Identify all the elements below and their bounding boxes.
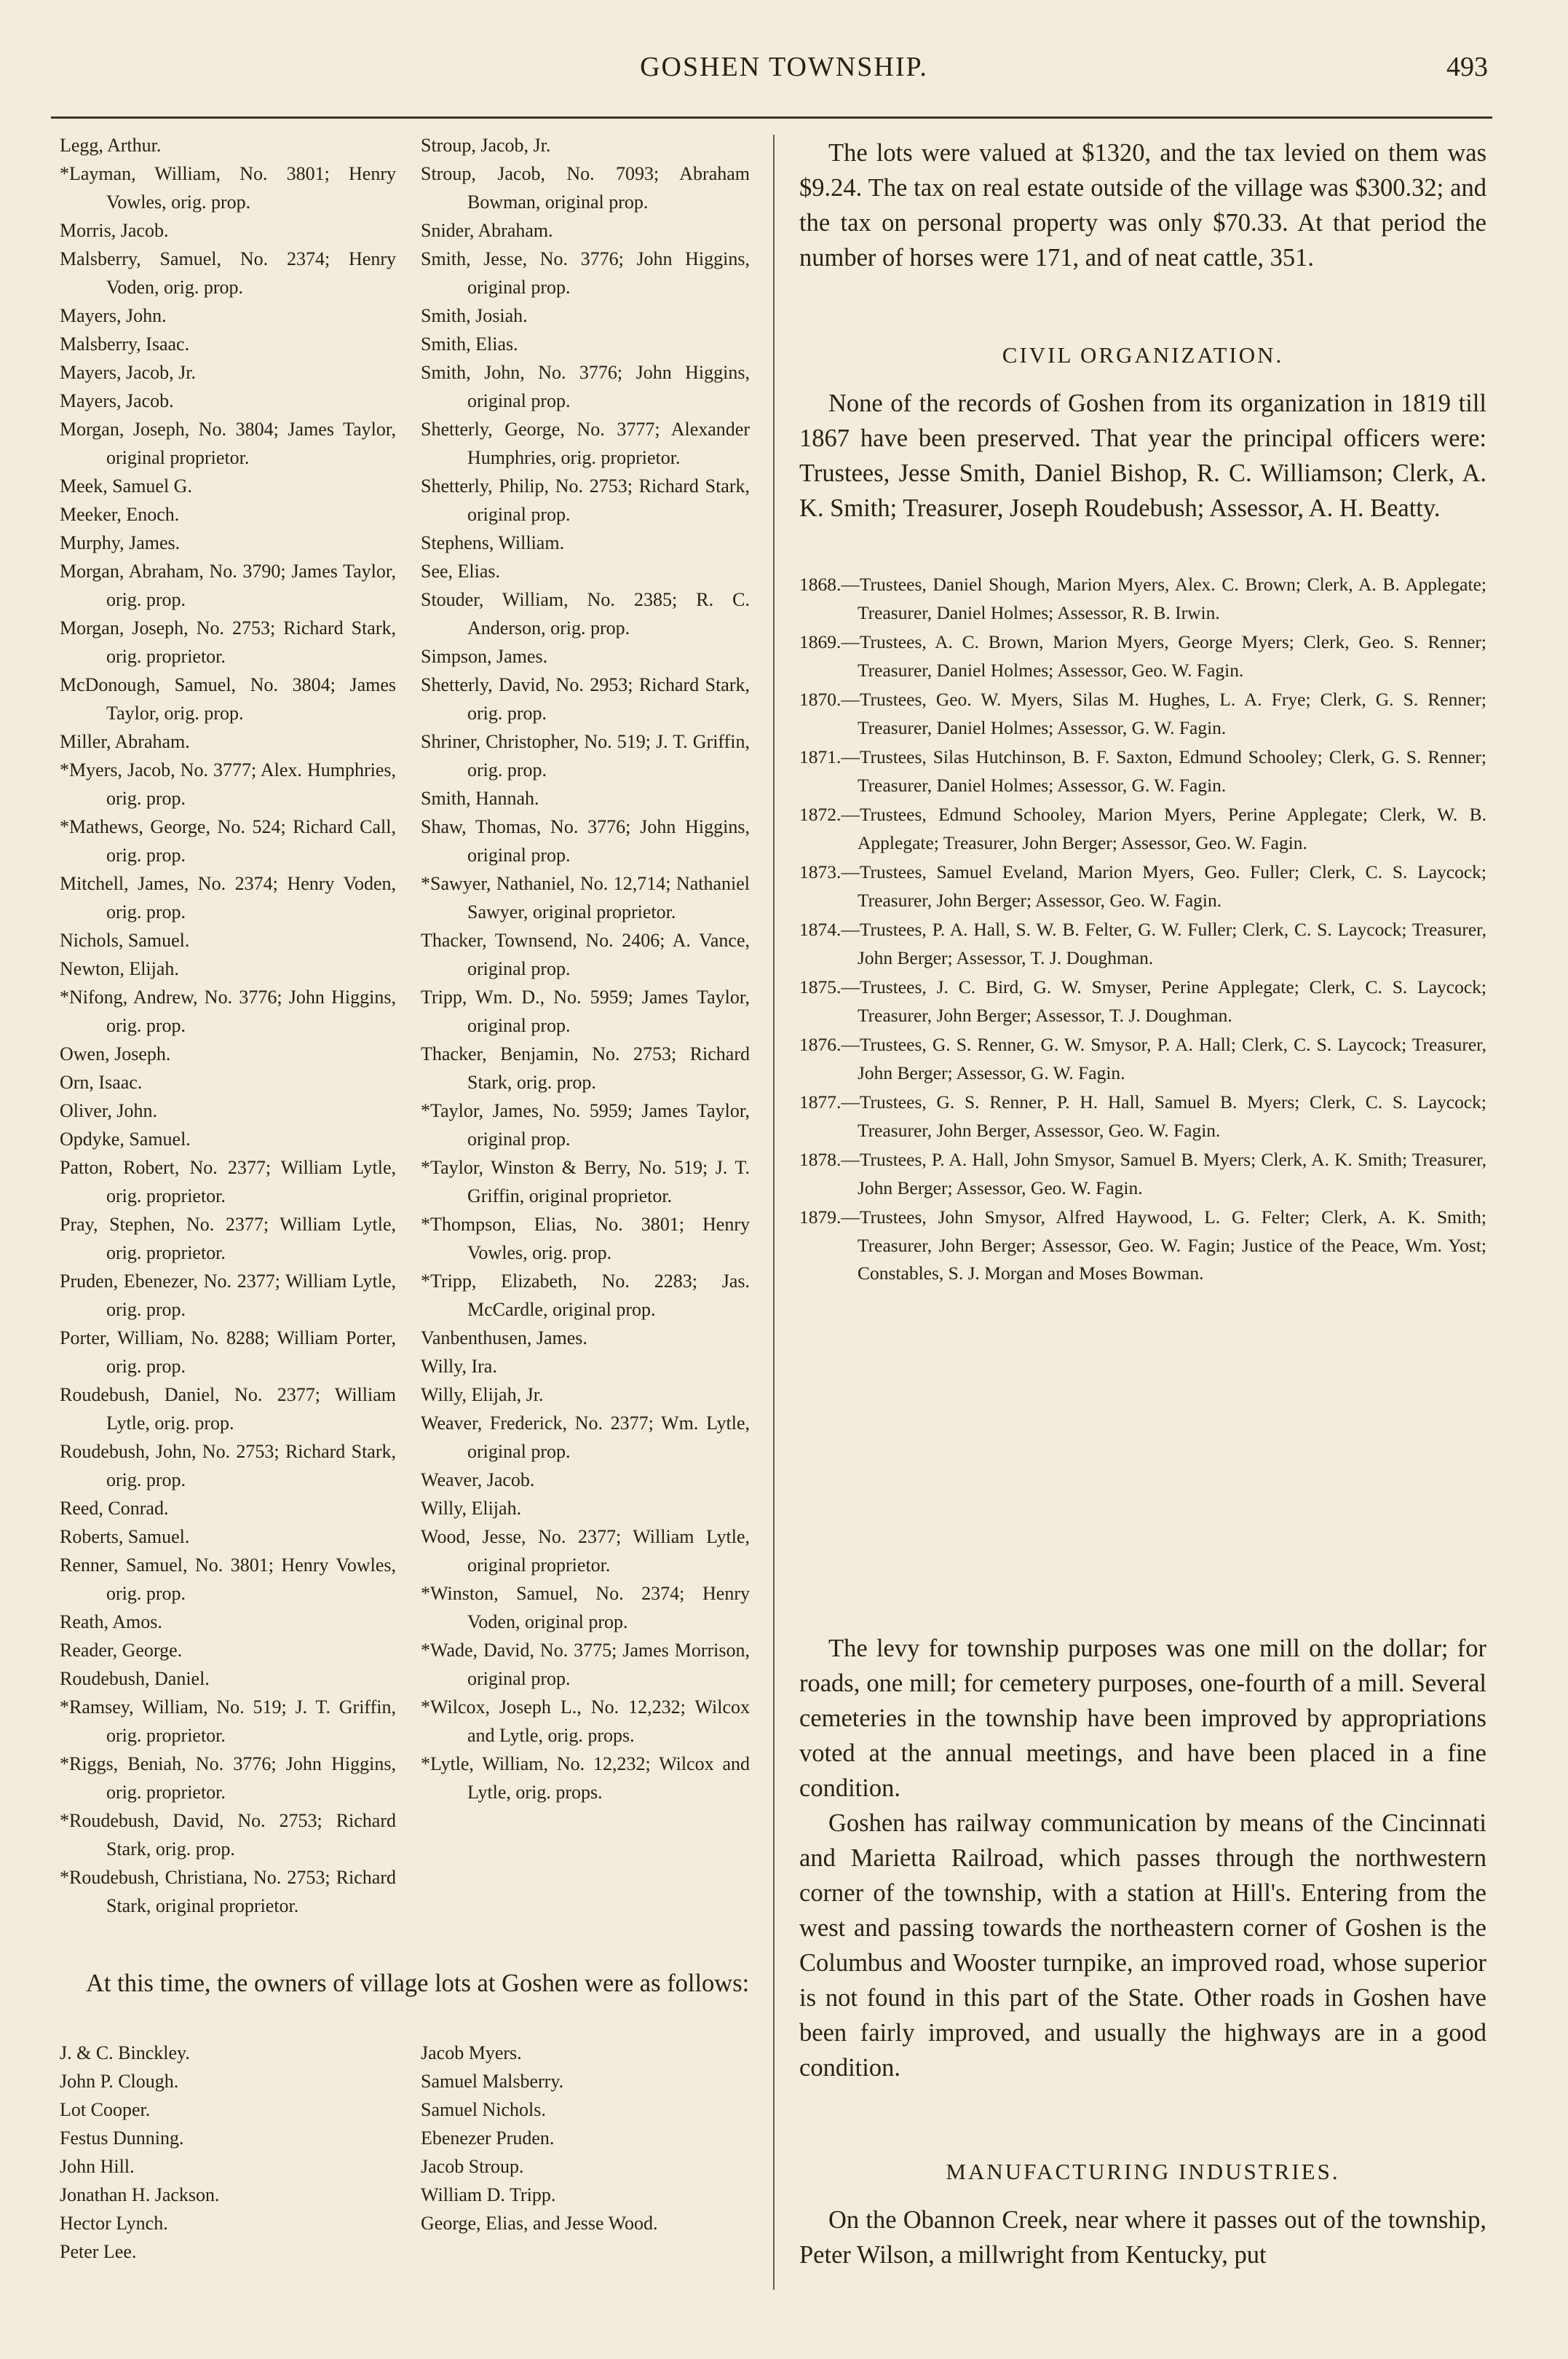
owner-entry: Peter Lee. xyxy=(60,2241,137,2262)
list-entry: *Wade, David, No. 3775; James Morrison, original prop. xyxy=(421,1640,750,1689)
owner-entry: John Hill. xyxy=(60,2156,135,2177)
manufacturing-text: On the Obannon Creek, near where it passes out of the township, Peter Wilson, a millwright from Kentucky, put xyxy=(799,2206,1486,2269)
owner-entry: William D. Tripp. xyxy=(421,2184,556,2205)
officers-by-year xyxy=(799,571,1486,1289)
list-entry: Snider, Abraham. xyxy=(421,220,553,241)
owner-entry: Jacob Stroup. xyxy=(421,2156,524,2177)
list-entry: Willy, Elijah, Jr. xyxy=(421,1384,544,1405)
railway-text: Goshen has railway communication by means of the Cincinnati and Marietta Railroad, which passes through the northwestern corner of the township, with a station at Hill's. Entering from the west and passing towards the northeastern corner of Goshen is the Columbus and Wooster turnpike, an improved road, whose superior is not found in this part of the State. Other roads in Goshen have been fairly improved, and usually the highways are in a good condition. xyxy=(799,1809,1486,2082)
list-entry: Stroup, Jacob, No. 7093; Abraham Bowman, original prop. xyxy=(421,163,750,213)
manufacturing-heading: MANUFACTURING INDUSTRIES. xyxy=(946,2159,1340,2184)
list-entry: Shetterly, George, No. 3777; Alexander Humphries, orig. proprietor. xyxy=(421,419,750,468)
officers-year-entry: 1873.—Trustees, Samuel Eveland, Marion Myers, Geo. Fuller; Clerk, C. S. Laycock; Treasurer, John Berger; Assessor, Geo. W. Fagin. xyxy=(799,861,1486,911)
list-entry: *Thompson, Elias, No. 3801; Henry Vowles, orig. prop. xyxy=(421,1214,750,1263)
officers-year-entry: 1869.—Trustees, A. C. Brown, Marion Myers, George Myers; Clerk, Geo. S. Renner; Treasurer, Daniel Holmes; Assessor, Geo. W. Fagin. xyxy=(799,631,1486,681)
list-entry: *Taylor, Winston & Berry, No. 519; J. T. Griffin, original proprietor. xyxy=(421,1157,750,1206)
officers-year-entry: 1870.—Trustees, Geo. W. Myers, Silas M. Hughes, L. A. Frye; Clerk, G. S. Renner; Treasurer, Daniel Holmes; Assessor, G. W. Fagin. xyxy=(799,689,1486,738)
list-entry: Legg, Arthur. xyxy=(60,135,162,156)
list-entry: Shaw, Thomas, No. 3776; John Higgins, original prop. xyxy=(421,816,750,866)
list-entry: McDonough, Samuel, No. 3804; James Taylor, orig. prop. xyxy=(60,674,396,724)
officers-year-entry: 1878.—Trustees, P. A. Hall, John Smysor, Samuel B. Myers; Clerk, A. K. Smith; Treasurer, John Berger; Assessor, Geo. W. Fagin. xyxy=(799,1149,1486,1198)
list-entry: *Layman, William, No. 3801; Henry Vowles, orig. prop. xyxy=(60,163,396,213)
header-rule xyxy=(51,116,1492,119)
list-entry: Malsberry, Isaac. xyxy=(60,333,190,355)
list-entry: Weaver, Jacob. xyxy=(421,1469,535,1490)
list-entry: Porter, William, No. 8288; William Porter, orig. prop. xyxy=(60,1327,396,1377)
list-entry: Simpson, James. xyxy=(421,646,548,667)
list-entry: Roberts, Samuel. xyxy=(60,1526,190,1547)
list-entry: Meek, Samuel G. xyxy=(60,475,192,497)
list-entry: Oliver, John. xyxy=(60,1100,157,1121)
list-entry: Roudebush, Daniel, No. 2377; William Lytle, orig. prop. xyxy=(60,1384,396,1434)
lots-valuation-paragraph xyxy=(799,135,1486,275)
list-entry: Malsberry, Samuel, No. 2374; Henry Voden, orig. prop. xyxy=(60,248,396,298)
list-entry: Stephens, William. xyxy=(421,532,565,553)
list-entry: Smith, Elias. xyxy=(421,333,518,355)
list-entry: Smith, Josiah. xyxy=(421,305,528,326)
list-entry: *Myers, Jacob, No. 3777; Alex. Humphries, orig. prop. xyxy=(60,759,396,809)
owner-entry: J. & C. Binckley. xyxy=(60,2042,190,2063)
owner-entry: Samuel Malsberry. xyxy=(421,2071,564,2092)
running-title: GOSHEN TOWNSHIP. xyxy=(640,52,928,82)
list-entry: Morgan, Joseph, No. 3804; James Taylor, original proprietor. xyxy=(60,419,396,468)
list-entry: Opdyke, Samuel. xyxy=(60,1129,191,1150)
list-entry: *Mathews, George, No. 524; Richard Call, orig. prop. xyxy=(60,816,396,866)
list-entry: Meeker, Enoch. xyxy=(60,504,180,525)
list-entry: Stroup, Jacob, Jr. xyxy=(421,135,551,156)
owner-entry: Hector Lynch. xyxy=(60,2213,168,2234)
owner-entry: Jacob Myers. xyxy=(421,2042,522,2063)
owner-entry: Jonathan H. Jackson. xyxy=(60,2184,220,2205)
list-entry: *Ramsey, William, No. 519; J. T. Griffin, orig. proprietor. xyxy=(60,1696,396,1746)
list-entry: *Sawyer, Nathaniel, No. 12,714; Nathaniel Sawyer, original proprietor. xyxy=(421,873,750,922)
list-entry: Vanbenthusen, James. xyxy=(421,1327,587,1348)
owners-intro-paragraph xyxy=(86,1966,750,2001)
list-entry: Roudebush, Daniel. xyxy=(60,1668,210,1689)
list-entry: *Riggs, Beniah, No. 3776; John Higgins, orig. proprietor. xyxy=(60,1753,396,1803)
civil-organization-heading: CIVIL ORGANIZATION. xyxy=(1002,342,1284,368)
list-entry: Morgan, Joseph, No. 2753; Richard Stark, orig. proprietor. xyxy=(60,617,396,667)
levy-and-railway-paragraphs xyxy=(799,1631,1486,2085)
list-entry: Reath, Amos. xyxy=(60,1611,162,1632)
officers-year-entry: 1871.—Trustees, Silas Hutchinson, B. F. Saxton, Edmund Schooley; Clerk, G. S. Renner; Treasurer, Daniel Holmes; Assessor, G. W. Fagin. xyxy=(799,746,1486,796)
list-entry: Smith, Jesse, No. 3776; John Higgins, original prop. xyxy=(421,248,750,298)
list-entry: Miller, Abraham. xyxy=(60,731,190,752)
list-entry: Shetterly, Philip, No. 2753; Richard Stark, original prop. xyxy=(421,475,750,525)
list-entry: Patton, Robert, No. 2377; William Lytle, orig. proprietor. xyxy=(60,1157,396,1206)
owner-entry: John P. Clough. xyxy=(60,2071,179,2092)
owners-intro: At this time, the owners of village lots at Goshen were as follows: xyxy=(86,1969,750,1997)
list-entry: Weaver, Frederick, No. 2377; Wm. Lytle, original prop. xyxy=(421,1412,750,1462)
list-entry: See, Elias. xyxy=(421,561,501,582)
list-entry: Pruden, Ebenezer, No. 2377; William Lytle, orig. prop. xyxy=(60,1271,396,1320)
officers-year-entry: 1872.—Trustees, Edmund Schooley, Marion Myers, Perine Applegate; Clerk, W. B. Applegate; Treasurer, John Berger; Assessor, Geo. W. Fagin. xyxy=(799,804,1486,853)
officers-year-entry: 1877.—Trustees, G. S. Renner, P. H. Hall, Samuel B. Myers; Clerk, C. S. Laycock; Treasurer, John Berger, Assessor, Geo. W. Fagin. xyxy=(799,1091,1486,1141)
officers-year-entry: 1875.—Trustees, J. C. Bird, G. W. Smyser, Perine Applegate; Clerk, C. S. Laycock; Treasurer, John Berger; Assessor, T. J. Doughman. xyxy=(799,976,1486,1026)
name-list-column-1 xyxy=(60,131,396,1920)
page-number: 493 xyxy=(1446,52,1488,82)
list-entry: *Roudebush, David, No. 2753; Richard Stark, orig. prop. xyxy=(60,1810,396,1860)
list-entry: Tripp, Wm. D., No. 5959; James Taylor, original prop. xyxy=(421,987,750,1036)
levy-text: The levy for township purposes was one mill on the dollar; for roads, one mill; for cemetery purposes, one-fourth of a mill. Several cemeteries in the township have been improved by appropriations voted at the annual meetings, and have been placed in a fine condition. xyxy=(799,1635,1486,1802)
list-entry: Mitchell, James, No. 2374; Henry Voden, orig. prop. xyxy=(60,873,396,922)
name-list-column-2 xyxy=(421,131,750,1806)
officers-year-entry: 1879.—Trustees, John Smysor, Alfred Haywood, L. G. Felter; Clerk, A. K. Smith; Treasurer, John Berger; Assessor, Geo. W. Fagin; Justice of the Peace, Wm. Yost; Constables, S. J. Morgan and Moses Bowman. xyxy=(799,1206,1486,1284)
civil-organization-text: None of the records of Goshen from its organization in 1819 till 1867 have been preserved. That year the principal officers were: Trustees, Jesse Smith, Daniel Bishop, R. C. Williamson; Clerk, A. K. Smith; Treasurer, Joseph Roudebush; Assessor, A. H. Beatty. xyxy=(799,390,1486,522)
officers-year-entry: 1868.—Trustees, Daniel Shough, Marion Myers, Alex. C. Brown; Clerk, A. B. Applegate; Treasurer, Daniel Holmes; Assessor, R. B. Irwin. xyxy=(799,574,1486,623)
list-entry: Nichols, Samuel. xyxy=(60,930,190,951)
list-entry: Willy, Elijah. xyxy=(421,1498,522,1519)
list-entry: Mayers, John. xyxy=(60,305,167,326)
owners-list-left xyxy=(60,2039,395,2266)
list-entry: *Tripp, Elizabeth, No. 2283; Jas. McCardle, original prop. xyxy=(421,1271,750,1320)
list-entry: Pray, Stephen, No. 2377; William Lytle, orig. proprietor. xyxy=(60,1214,396,1263)
list-entry: Wood, Jesse, No. 2377; William Lytle, original proprietor. xyxy=(421,1526,750,1576)
list-entry: Renner, Samuel, No. 3801; Henry Vowles, orig. prop. xyxy=(60,1554,396,1604)
list-entry: Smith, Hannah. xyxy=(421,788,539,809)
manufacturing-paragraph xyxy=(799,2202,1486,2272)
list-entry: *Lytle, William, No. 12,232; Wilcox and Lytle, orig. props. xyxy=(421,1753,750,1803)
list-entry: Willy, Ira. xyxy=(421,1356,497,1377)
owner-entry: Festus Dunning. xyxy=(60,2127,184,2149)
list-entry: Murphy, James. xyxy=(60,532,181,553)
list-entry: Stouder, William, No. 2385; R. C. Anderson, orig. prop. xyxy=(421,589,750,639)
civil-organization-paragraph xyxy=(799,386,1486,526)
officers-year-entry: 1876.—Trustees, G. S. Renner, G. W. Smysor, P. A. Hall; Clerk, C. S. Laycock; Treasurer, John Berger; Assessor, G. W. Fagin. xyxy=(799,1034,1486,1083)
list-entry: Reed, Conrad. xyxy=(60,1498,169,1519)
list-entry: Newton, Elijah. xyxy=(60,958,179,979)
list-entry: Shetterly, David, No. 2953; Richard Stark, orig. prop. xyxy=(421,674,750,724)
list-entry: Morgan, Abraham, No. 3790; James Taylor, orig. prop. xyxy=(60,561,396,610)
list-entry: *Taylor, James, No. 5959; James Taylor, original prop. xyxy=(421,1100,750,1150)
list-entry: Thacker, Benjamin, No. 2753; Richard Stark, orig. prop. xyxy=(421,1043,750,1093)
lots-valuation-text: The lots were valued at $1320, and the tax levied on them was $9.24. The tax on real estate outside of the village was $300.32; and the tax on personal property was only $70.33. At that period the number of horses were 171, and of neat cattle, 351. xyxy=(799,139,1486,272)
owners-list-right xyxy=(421,2039,756,2237)
list-entry: Thacker, Townsend, No. 2406; A. Vance, original prop. xyxy=(421,930,750,979)
list-entry: *Wilcox, Joseph L., No. 12,232; Wilcox and Lytle, orig. props. xyxy=(421,1696,750,1746)
list-entry: Smith, John, No. 3776; John Higgins, original prop. xyxy=(421,362,750,411)
list-entry: Roudebush, John, No. 2753; Richard Stark, orig. prop. xyxy=(60,1441,396,1490)
column-divider xyxy=(773,135,775,2290)
list-entry: Owen, Joseph. xyxy=(60,1043,171,1064)
owner-entry: George, Elias, and Jesse Wood. xyxy=(421,2213,658,2234)
list-entry: *Roudebush, Christiana, No. 2753; Richard Stark, original proprietor. xyxy=(60,1867,396,1916)
list-entry: Mayers, Jacob, Jr. xyxy=(60,362,197,383)
list-entry: Orn, Isaac. xyxy=(60,1072,143,1093)
owner-entry: Lot Cooper. xyxy=(60,2099,151,2120)
list-entry: Reader, George. xyxy=(60,1640,183,1661)
owner-entry: Ebenezer Pruden. xyxy=(421,2127,555,2149)
list-entry: Morris, Jacob. xyxy=(60,220,169,241)
list-entry: *Winston, Samuel, No. 2374; Henry Voden, original prop. xyxy=(421,1583,750,1632)
list-entry: Mayers, Jacob. xyxy=(60,390,174,411)
list-entry: *Nifong, Andrew, No. 3776; John Higgins, orig. prop. xyxy=(60,987,396,1036)
list-entry: Shriner, Christopher, No. 519; J. T. Griffin, orig. prop. xyxy=(421,731,750,781)
officers-year-entry: 1874.—Trustees, P. A. Hall, S. W. B. Felter, G. W. Fuller; Clerk, C. S. Laycock; Treasurer, John Berger; Assessor, T. J. Doughman. xyxy=(799,919,1486,968)
owner-entry: Samuel Nichols. xyxy=(421,2099,546,2120)
page-header xyxy=(0,51,1568,95)
